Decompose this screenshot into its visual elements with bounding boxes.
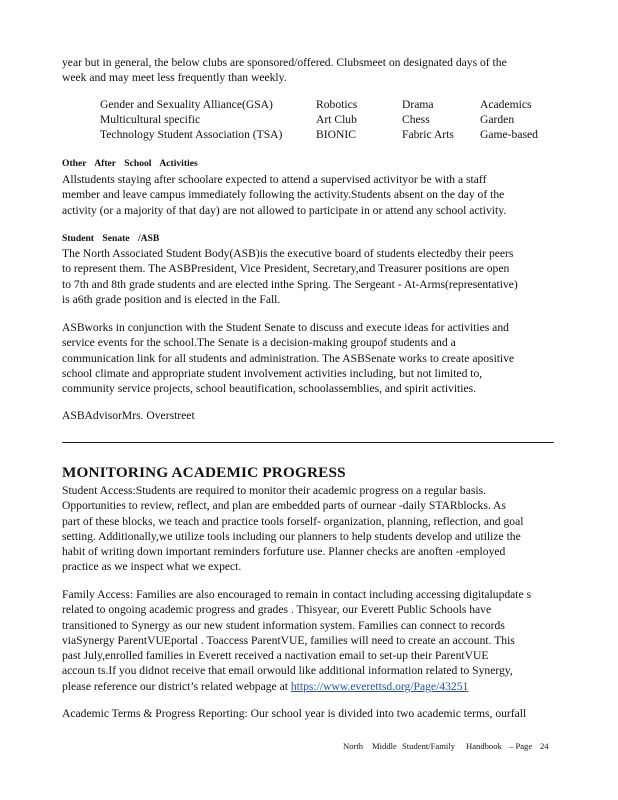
club-name: BIONIC (316, 128, 356, 141)
footer-page-number: 24 (540, 741, 549, 751)
club-name: Academics (480, 98, 532, 111)
body-line: Academic Terms & Progress Reporting: Our school year is divided into two academic terms, ourfall (62, 707, 527, 720)
body-line: transitioned to Synergy as our new student information system. Families can connect to records (62, 618, 505, 632)
body-line: communication link for all students and administration. The ASBSenate works to create apositive (62, 351, 515, 365)
academic-terms-paragraph (62, 706, 557, 721)
monitoring-heading: MONITORING ACADEMIC PROGRESS (62, 464, 346, 481)
body-line: Student Access:Students are required to monitor their academic progress on a regular basis. (62, 484, 487, 497)
body-text-fragment: please reference our district’s related webpage at (62, 679, 291, 693)
footer-doc: Student/Family (402, 741, 455, 751)
senate-paragraph-1 (62, 246, 557, 307)
body-line: practice as we inspect what we expect. (62, 560, 242, 574)
club-name: Drama (402, 98, 434, 111)
body-line: to 7th and 8th grade students and are elected inthe Spring. The Sergeant - At-Arms(representative) (62, 277, 518, 291)
body-line: related to ongoing academic progress and grades . Thisyear, our Everett Public Schools have (62, 603, 492, 617)
body-line: school climate and appropriate student involvement activities including, but not limited to, (62, 366, 483, 380)
footer-page-label: – Page (509, 741, 533, 751)
body-line: Family Access: Families are also encouraged to remain in contact including accessing digitalupdate s (62, 588, 532, 601)
other-activities-heading: Other After School Activities (62, 158, 198, 169)
student-senate-heading: Student Senate /ASB (62, 233, 160, 244)
body-line: service events for the school.The Senate is a decision-making groupof students and a (62, 336, 456, 350)
club-name: Gender and Sexuality Alliance(GSA) (100, 98, 273, 111)
intro-paragraph (62, 55, 557, 86)
district-webpage-link[interactable]: https://www.everettsd.org/Page/43251 (290, 679, 469, 693)
body-line: setting. Additionally,we utilize tools including our planners to help students develop and utilize the (62, 529, 521, 543)
body-line: Allstudents staying after schoolare expected to attend a supervised activityor be with a staff (62, 173, 487, 186)
club-name: Garden (480, 113, 515, 126)
body-line: activity (or a majority of that day) are not allowed to participate in or attend any school activity. (62, 203, 507, 217)
body-line: ASBworks in conjunction with the Student Senate to discuss and execute ideas for activities and (62, 321, 509, 334)
intro-line: year but in general, the below clubs are sponsored/offered. Clubsmeet on designated days of the (62, 56, 507, 69)
asb-advisor: ASBAdvisorMrs. Overstreet (62, 409, 195, 422)
body-line: Opportunities to review, reflect, and plan are embedded parts of ournear -daily STARblocks. As (62, 499, 506, 513)
body-line: accoun ts.If you didnot receive that email orwould like additional information related to Synergy, (62, 664, 513, 678)
club-name: Game-based (480, 128, 538, 141)
body-line: habit of writing down important reminders forfuture use. Planner checks are anoften -employed (62, 545, 506, 559)
body-line: past July,enrolled families in Everett received a nactivation email to set-up their ParentVUE (62, 649, 489, 663)
club-name: Technology Student Association (TSA) (100, 128, 283, 141)
body-line: member and leave campus immediately following the activity.Students absent on the day of the (62, 188, 505, 202)
other-activities-paragraph (62, 172, 557, 218)
club-name: Chess (402, 113, 430, 126)
family-access-paragraph (62, 587, 557, 694)
body-line: viaSynergy ParentVUEportal . Toaccess ParentVUE, families will need to create an account. This (62, 633, 515, 647)
body-line: is a6th grade position and is elected in the Fall. (62, 292, 281, 306)
footer-school: North (343, 741, 364, 751)
club-name: Art Club (316, 113, 357, 126)
body-line: community service projects, school beautification, schoolassemblies, and spirit activities. (62, 382, 477, 396)
intro-line: week and may meet less frequently than weekly. (62, 71, 287, 85)
body-line (62, 679, 557, 694)
body-line: The North Associated Student Body(ASB)is the executive board of students electedby their peers (62, 247, 514, 260)
footer-doc: Handbook (466, 741, 502, 751)
club-name: Fabric Arts (402, 128, 454, 141)
club-name: Robotics (316, 98, 358, 111)
section-divider (62, 442, 554, 443)
body-line: part of these blocks, we teach and practice tools forself- organization, planning, reflection, and goal (62, 514, 524, 528)
club-name: Multicultural specific (100, 113, 201, 126)
senate-paragraph-2 (62, 320, 557, 396)
student-access-paragraph (62, 483, 557, 575)
footer-school: Middle (372, 741, 397, 751)
body-line: to represent them. The ASBPresident, Vice President, Secretary,and Treasurer positions are open (62, 262, 510, 276)
